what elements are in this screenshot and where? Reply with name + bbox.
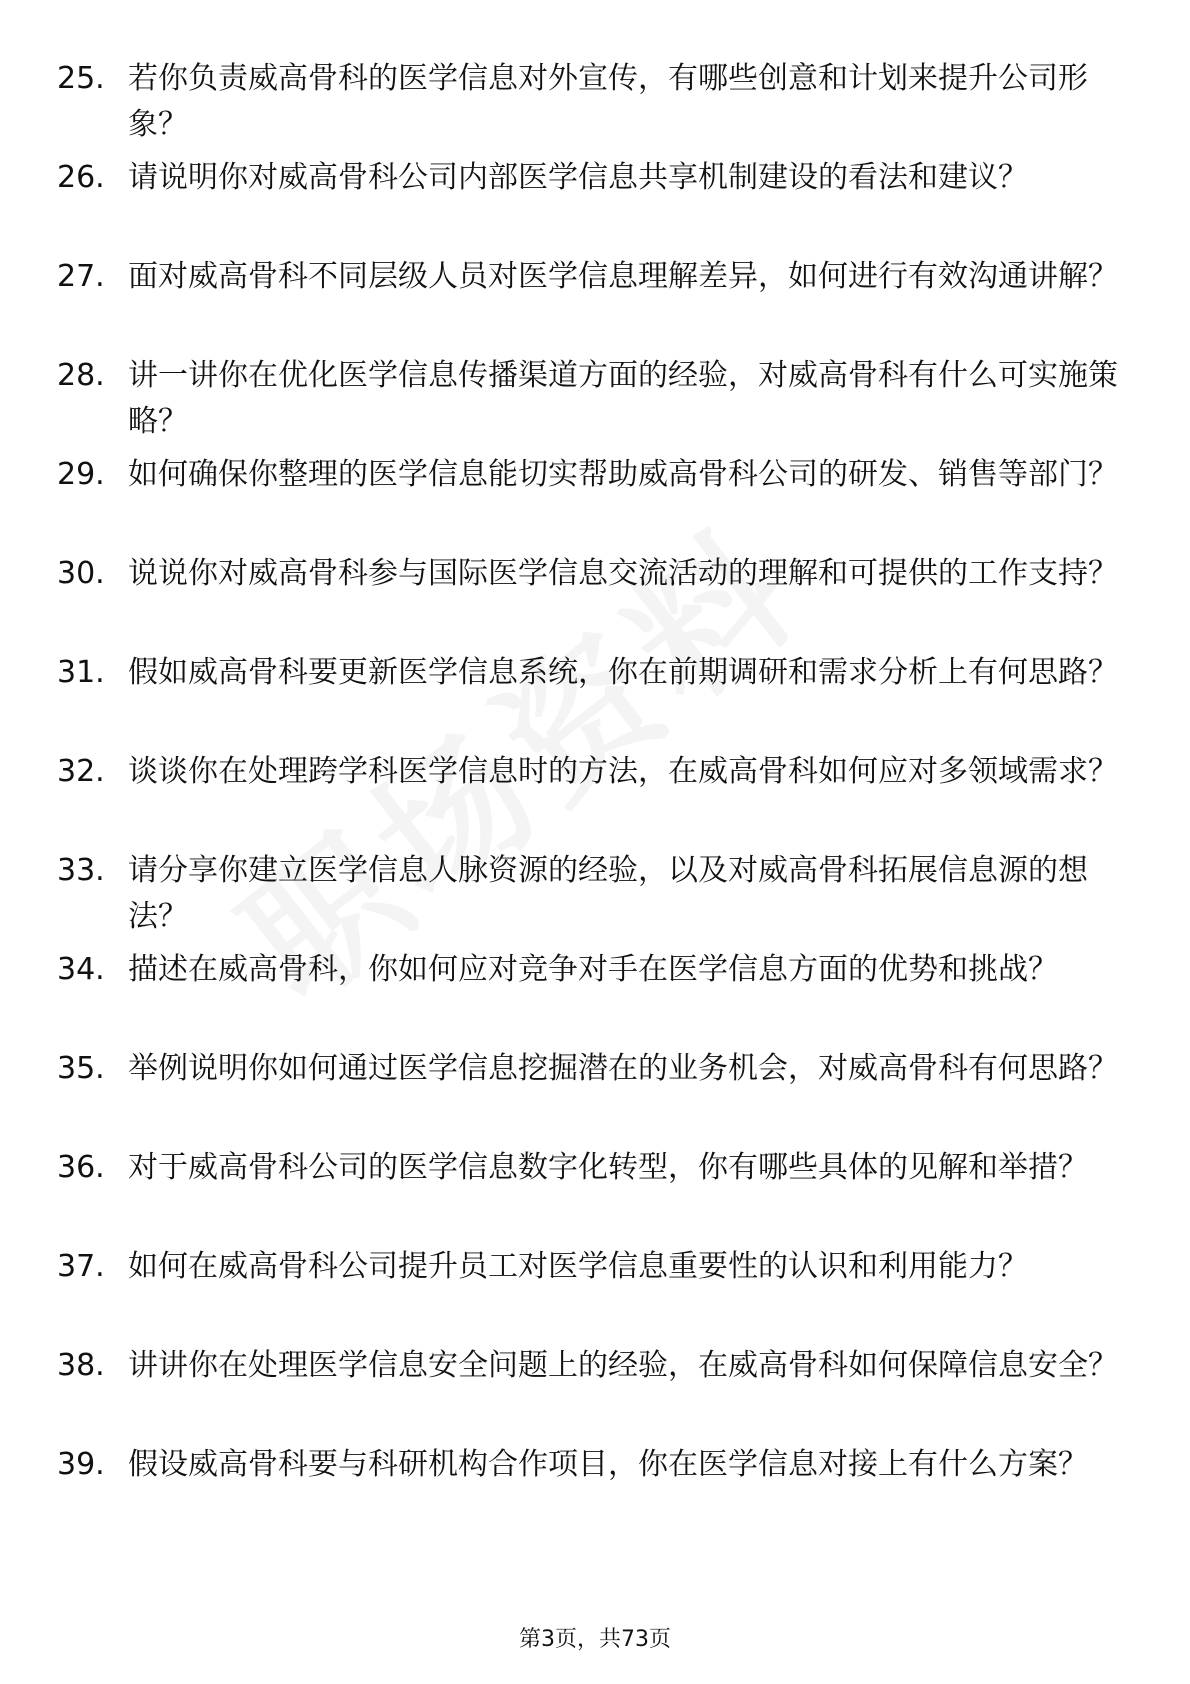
question-text: 面对威高骨科不同层级人员对医学信息理解差异，如何进行有效沟通讲解？ xyxy=(128,259,1118,294)
question-text: 举例说明你如何通过医学信息挖掘潜在的业务机会，对威高骨科有何思路？ xyxy=(128,1051,1118,1086)
question-number: 31. xyxy=(57,655,105,690)
question-text: 请说明你对威高骨科公司内部医学信息共享机制建设的看法和建议？ xyxy=(128,160,1028,195)
question-item xyxy=(57,1145,1137,1244)
question-item xyxy=(57,155,1137,254)
page-number-footer: 第3页，共73页 xyxy=(519,1627,671,1652)
question-text: 请分享你建立医学信息人脉资源的经验，以及对威高骨科拓展信息源的想法？ xyxy=(128,853,1088,934)
question-number: 32. xyxy=(57,754,105,789)
question-item xyxy=(57,749,1137,848)
question-number: 37. xyxy=(57,1249,105,1284)
question-item xyxy=(57,551,1137,650)
question-item xyxy=(57,353,1137,452)
question-text: 假如威高骨科要更新医学信息系统，你在前期调研和需求分析上有何思路？ xyxy=(128,655,1118,690)
question-number: 39. xyxy=(57,1447,105,1482)
question-item xyxy=(57,1343,1137,1442)
question-number: 33. xyxy=(57,853,105,888)
question-text: 说说你对威高骨科参与国际医学信息交流活动的理解和可提供的工作支持？ xyxy=(128,556,1118,591)
question-item xyxy=(57,848,1137,947)
question-text: 如何在威高骨科公司提升员工对医学信息重要性的认识和利用能力？ xyxy=(128,1249,1028,1284)
question-item xyxy=(57,650,1137,749)
question-item xyxy=(57,452,1137,551)
question-item xyxy=(57,1244,1137,1343)
question-text: 对于威高骨科公司的医学信息数字化转型，你有哪些具体的见解和举措？ xyxy=(128,1150,1088,1185)
question-number: 36. xyxy=(57,1150,105,1185)
question-item xyxy=(57,1442,1137,1541)
question-number: 38. xyxy=(57,1348,105,1383)
question-item xyxy=(57,254,1137,353)
question-number: 30. xyxy=(57,556,105,591)
question-text: 假设威高骨科要与科研机构合作项目，你在医学信息对接上有什么方案？ xyxy=(128,1447,1088,1482)
question-number: 34. xyxy=(57,952,105,987)
question-list xyxy=(57,56,1137,1541)
question-number: 29. xyxy=(57,457,105,492)
question-number: 27. xyxy=(57,259,105,294)
question-text: 谈谈你在处理跨学科医学信息时的方法，在威高骨科如何应对多领域需求？ xyxy=(128,754,1118,789)
question-number: 26. xyxy=(57,160,105,195)
question-text: 若你负责威高骨科的医学信息对外宣传，有哪些创意和计划来提升公司形象？ xyxy=(128,61,1088,142)
question-text: 讲一讲你在优化医学信息传播渠道方面的经验，对威高骨科有什么可实施策略？ xyxy=(128,358,1118,439)
question-number: 35. xyxy=(57,1051,105,1086)
question-item xyxy=(57,56,1137,155)
question-item xyxy=(57,1046,1137,1145)
question-text: 讲讲你在处理医学信息安全问题上的经验，在威高骨科如何保障信息安全？ xyxy=(128,1348,1118,1383)
question-number: 28. xyxy=(57,358,105,393)
question-number: 25. xyxy=(57,61,105,96)
question-text: 描述在威高骨科，你如何应对竞争对手在医学信息方面的优势和挑战？ xyxy=(128,952,1058,987)
question-item xyxy=(57,947,1137,1046)
question-text: 如何确保你整理的医学信息能切实帮助威高骨科公司的研发、销售等部门？ xyxy=(128,457,1118,492)
